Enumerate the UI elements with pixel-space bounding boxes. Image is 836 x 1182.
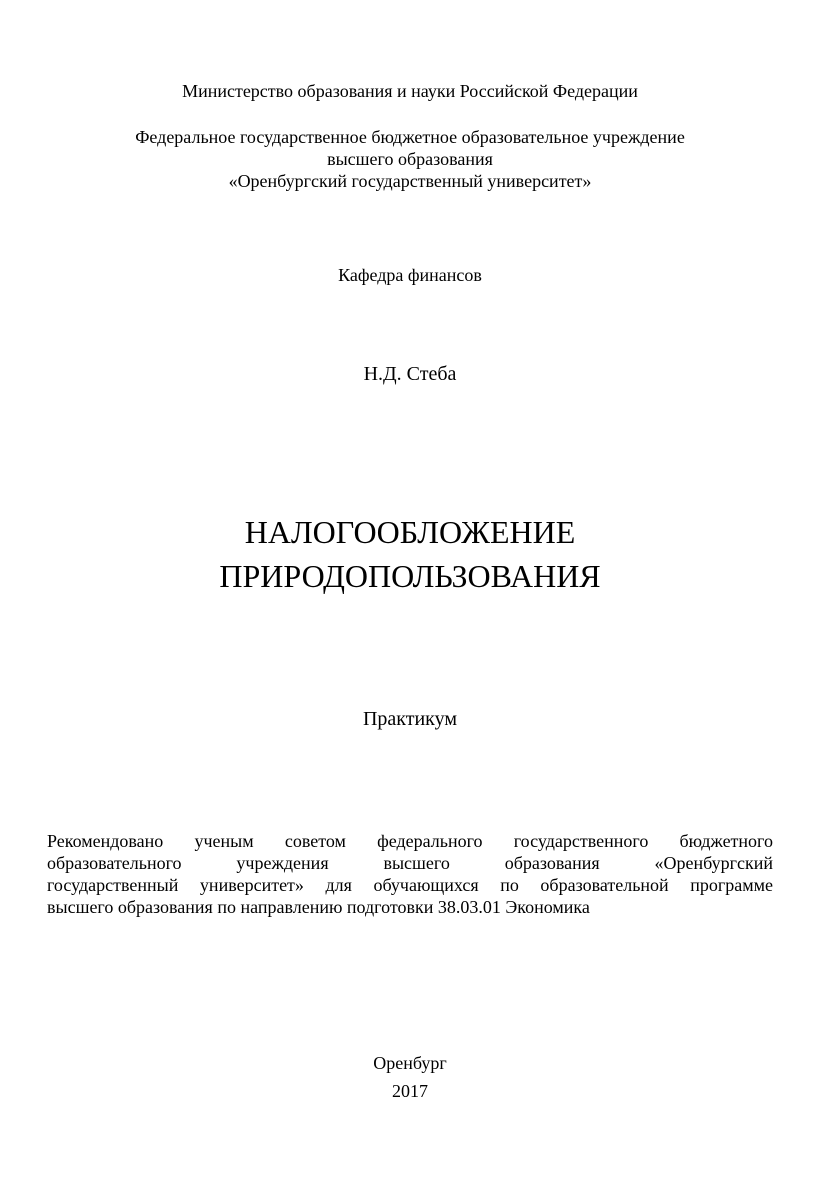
document-title bbox=[47, 510, 773, 598]
institution-line-2: высшего образования bbox=[327, 149, 493, 169]
imprint-city: Оренбург bbox=[373, 1053, 447, 1073]
department-line: Кафедра финансов bbox=[338, 265, 482, 285]
recommendation-line-3: государственный университет» для обучающихся по образовательной программе bbox=[47, 875, 773, 895]
recommendation-line-4: высшего образования по направлению подготовки 38.03.01 Экономика bbox=[47, 897, 590, 917]
imprint-block bbox=[47, 1049, 773, 1105]
ministry-line: Министерство образования и науки Российской Федерации bbox=[182, 81, 638, 101]
recommendation-line-1: Рекомендовано ученым советом федерального государственного бюджетного bbox=[47, 831, 773, 851]
author-name: Н.Д. Стеба bbox=[363, 363, 457, 385]
imprint-year: 2017 bbox=[392, 1081, 428, 1101]
recommendation-paragraph bbox=[47, 830, 773, 918]
institution-line-1: Федеральное государственное бюджетное образовательное учреждение bbox=[135, 127, 685, 147]
document-title-line-2: ПРИРОДОПОЛЬЗОВАНИЯ bbox=[219, 558, 601, 594]
institution-line-3: «Оренбургский государственный университет» bbox=[228, 171, 592, 191]
document-subtitle: Практикум bbox=[362, 708, 458, 730]
recommendation-line-2: образовательного учреждения высшего образования «Оренбургский bbox=[47, 853, 773, 873]
document-title-line-1: НАЛОГООБЛОЖЕНИЕ bbox=[244, 514, 576, 550]
institution-block bbox=[47, 126, 773, 192]
